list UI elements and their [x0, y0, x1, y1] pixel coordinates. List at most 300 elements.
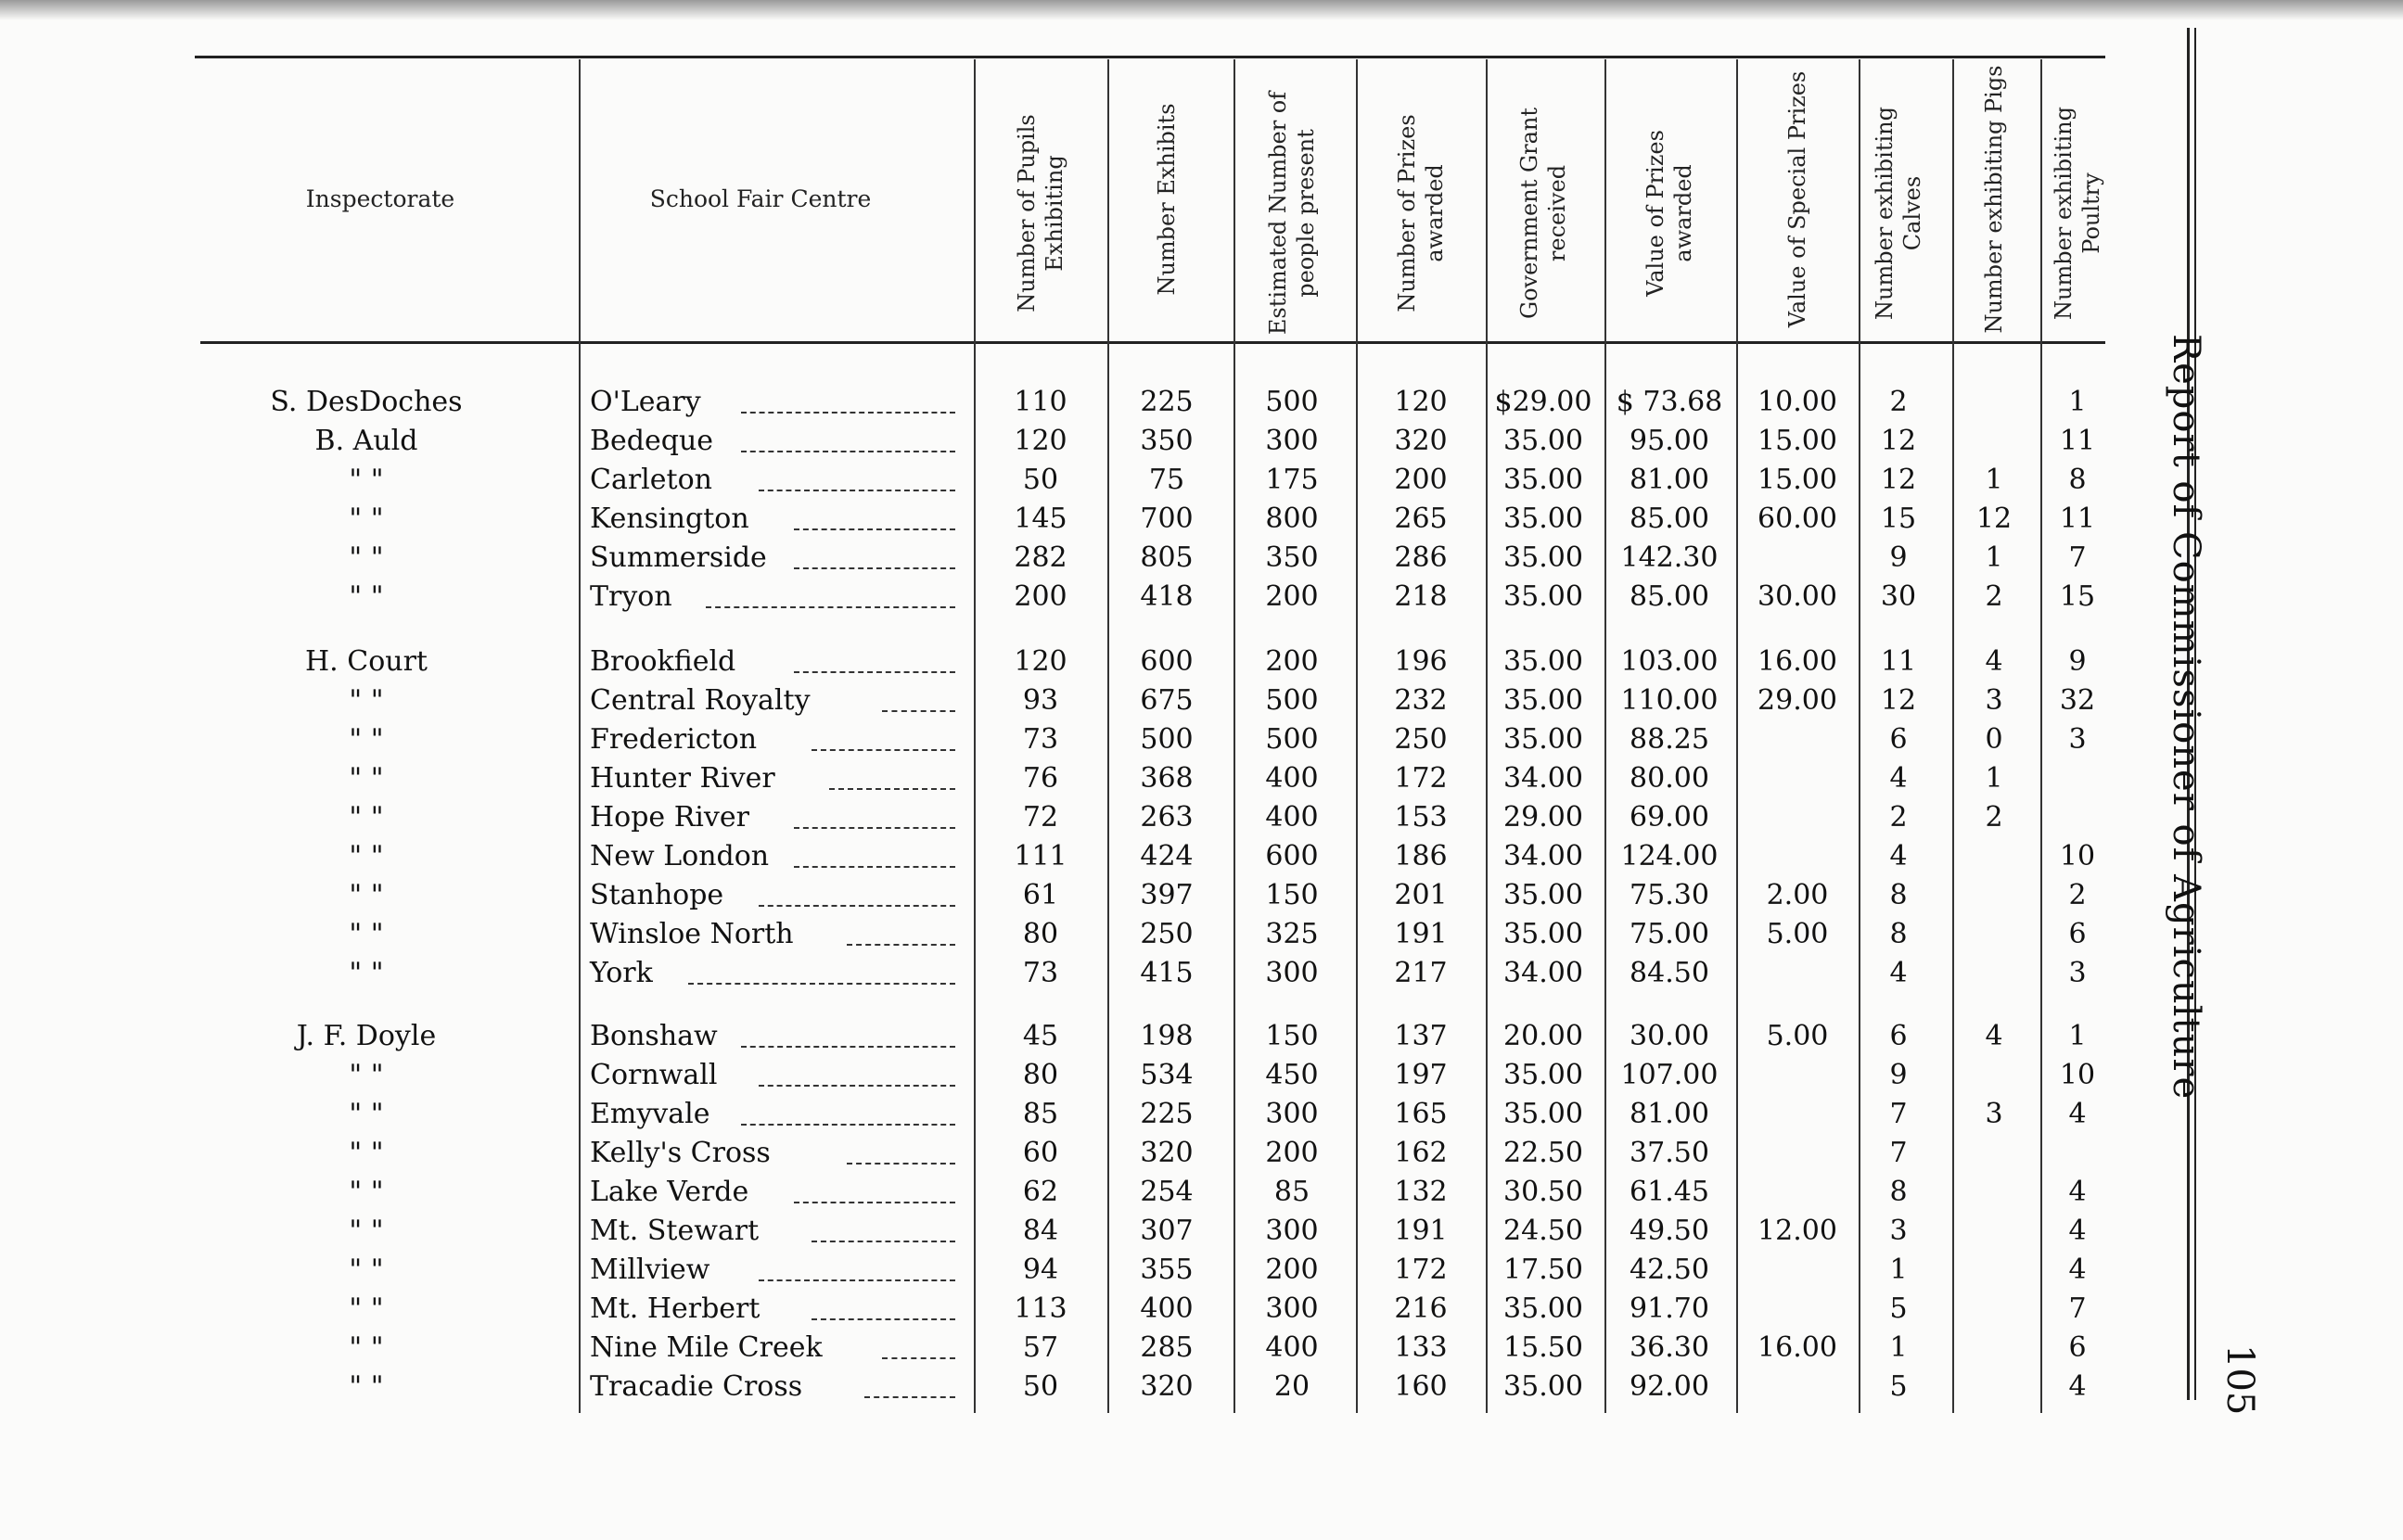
grant-cell: 35.00: [1503, 684, 1583, 717]
pupils-cell: 120: [1014, 645, 1067, 678]
pigs-cell: 3: [1985, 684, 2003, 717]
prize-value-cell: 88.25: [1630, 723, 1709, 756]
leader-dots: [794, 866, 955, 868]
pupils-cell: 57: [1022, 1331, 1059, 1364]
pupils-cell: 73: [1022, 723, 1059, 756]
prizes-cell: 201: [1394, 879, 1448, 911]
school-fair-centre-cell: Tracadie Cross: [590, 1370, 803, 1403]
school-fair-centre-cell: Stanhope: [590, 879, 724, 911]
poultry-cell: 9: [2068, 645, 2087, 678]
pupils-cell: 93: [1022, 684, 1059, 717]
people-cell: 300: [1265, 957, 1319, 989]
poultry-cell: 6: [2068, 918, 2087, 950]
calves-cell: 9: [1889, 1059, 1908, 1091]
prizes-cell: 191: [1394, 1215, 1448, 1247]
people-cell: 500: [1265, 386, 1319, 418]
poultry-cell: 8: [2068, 464, 2087, 496]
leader-dots: [847, 1163, 955, 1165]
calves-cell: 6: [1889, 723, 1908, 756]
prizes-cell: 153: [1394, 801, 1448, 834]
pigs-cell: 2: [1985, 580, 2003, 613]
calves-cell: 4: [1889, 762, 1908, 795]
people-cell: 300: [1265, 425, 1319, 457]
prize-value-cell: $ 73.68: [1616, 386, 1723, 418]
poultry-cell: 4: [2068, 1098, 2087, 1130]
poultry-cell: 4: [2068, 1176, 2087, 1208]
calves-cell: 2: [1889, 386, 1908, 418]
prizes-cell: 137: [1394, 1020, 1448, 1052]
people-cell: 800: [1265, 503, 1319, 535]
exhibits-cell: 415: [1140, 957, 1194, 989]
pupils-cell: 73: [1022, 957, 1059, 989]
special-prizes-cell: 10.00: [1758, 386, 1837, 418]
pupils-cell: 113: [1014, 1292, 1067, 1325]
poultry-cell: [2013, 799, 2142, 836]
people-cell: 175: [1265, 464, 1319, 496]
pupils-cell: 72: [1022, 801, 1059, 834]
exhibits-cell: 397: [1140, 879, 1194, 911]
exhibits-cell: 254: [1140, 1176, 1194, 1208]
column-divider: [579, 59, 581, 1413]
inspectorate-cell: S. DesDoches: [270, 386, 463, 418]
pupils-cell: 110: [1014, 386, 1067, 418]
people-cell: 200: [1265, 1254, 1319, 1286]
pupils-cell: 84: [1022, 1215, 1059, 1247]
calves-cell: 5: [1889, 1292, 1908, 1325]
inspectorate-cell: " ": [349, 1331, 384, 1364]
inspectorate-cell: " ": [349, 464, 384, 496]
people-cell: 150: [1265, 879, 1319, 911]
pigs-cell: 2: [1985, 801, 2003, 834]
prize-value-cell: 81.00: [1630, 1098, 1709, 1130]
poultry-cell: 7: [2068, 541, 2087, 574]
leader-dots: [741, 1124, 955, 1126]
people-cell: 85: [1273, 1176, 1310, 1208]
page-number: 105: [2218, 1344, 2261, 1416]
calves-cell: 3: [1889, 1215, 1908, 1247]
pigs-cell: 1: [1985, 464, 2003, 496]
grant-cell: 35.00: [1503, 1370, 1583, 1403]
leader-dots: [812, 1318, 955, 1320]
prizes-cell: 197: [1394, 1059, 1448, 1091]
prizes-cell: 320: [1394, 425, 1448, 457]
grant-cell: 34.00: [1503, 762, 1583, 795]
exhibits-cell: 368: [1140, 762, 1194, 795]
inspectorate-cell: " ": [349, 503, 384, 535]
pigs-cell: 1: [1985, 762, 2003, 795]
school-fair-centre-cell: Bedeque: [590, 425, 714, 457]
table-top-rule: [195, 56, 2105, 58]
school-fair-centre-cell: Mt. Stewart: [590, 1215, 760, 1247]
prizes-cell: 196: [1394, 645, 1448, 678]
people-cell: 200: [1265, 645, 1319, 678]
prize-value-cell: 42.50: [1630, 1254, 1709, 1286]
school-fair-centre-cell: York: [590, 957, 653, 989]
pupils-cell: 85: [1022, 1098, 1059, 1130]
header-school-fair-centre: School Fair Centre: [649, 185, 872, 212]
pupils-cell: 111: [1014, 840, 1067, 872]
calves-cell: 1: [1889, 1331, 1908, 1364]
leader-dots: [759, 1085, 955, 1087]
exhibits-cell: 350: [1140, 425, 1194, 457]
pupils-cell: 45: [1022, 1020, 1059, 1052]
prizes-cell: 162: [1394, 1137, 1448, 1169]
leader-dots: [794, 671, 955, 673]
calves-cell: 9: [1889, 541, 1908, 574]
grant-cell: 22.50: [1503, 1137, 1583, 1169]
exhibits-cell: 500: [1140, 723, 1194, 756]
pupils-cell: 120: [1014, 425, 1067, 457]
exhibits-cell: 424: [1140, 840, 1194, 872]
pupils-cell: 80: [1022, 1059, 1059, 1091]
leader-dots: [759, 490, 955, 491]
prizes-cell: 286: [1394, 541, 1448, 574]
inspectorate-cell: " ": [349, 840, 384, 872]
school-fair-centre-cell: Cornwall: [590, 1059, 718, 1091]
calves-cell: 2: [1889, 801, 1908, 834]
special-prizes-cell: 15.00: [1758, 464, 1837, 496]
people-cell: 450: [1265, 1059, 1319, 1091]
prize-value-cell: 84.50: [1630, 957, 1709, 989]
calves-cell: 11: [1880, 645, 1917, 678]
pigs-cell: 12: [1975, 503, 2013, 535]
prize-value-cell: 37.50: [1630, 1137, 1709, 1169]
exhibits-cell: 225: [1140, 386, 1194, 418]
poultry-cell: [2013, 760, 2142, 797]
prize-value-cell: 103.00: [1620, 645, 1719, 678]
poultry-cell: 11: [2059, 503, 2096, 535]
inspectorate-cell: " ": [349, 1137, 384, 1169]
grant-cell: 35.00: [1503, 723, 1583, 756]
people-cell: 325: [1265, 918, 1319, 950]
prize-value-cell: 110.00: [1620, 684, 1719, 717]
school-fair-centre-cell: Hope River: [590, 801, 749, 834]
inspectorate-cell: " ": [349, 762, 384, 795]
poultry-cell: 2: [2068, 879, 2087, 911]
inspectorate-cell: " ": [349, 541, 384, 574]
special-prizes-cell: 2.00: [1766, 879, 1829, 911]
inspectorate-cell: " ": [349, 1292, 384, 1325]
prize-value-cell: 91.70: [1630, 1292, 1709, 1325]
poultry-cell: 1: [2068, 1020, 2087, 1052]
prizes-cell: 217: [1394, 957, 1448, 989]
school-fair-centre-cell: Summerside: [590, 541, 767, 574]
special-prizes-cell: 16.00: [1758, 1331, 1837, 1364]
people-cell: 500: [1265, 684, 1319, 717]
grant-cell: 35.00: [1503, 503, 1583, 535]
school-fair-centre-cell: New London: [590, 840, 770, 872]
calves-cell: 5: [1889, 1370, 1908, 1403]
prizes-cell: 160: [1394, 1370, 1448, 1403]
school-fair-centre-cell: Lake Verde: [590, 1176, 749, 1208]
grant-cell: 35.00: [1503, 541, 1583, 574]
exhibits-cell: 355: [1140, 1254, 1194, 1286]
prize-value-cell: 75.00: [1630, 918, 1709, 950]
poultry-cell: 4: [2068, 1254, 2087, 1286]
inspectorate-cell: " ": [349, 1176, 384, 1208]
calves-cell: 8: [1889, 918, 1908, 950]
exhibits-cell: 307: [1140, 1215, 1194, 1247]
prize-value-cell: 85.00: [1630, 580, 1709, 613]
inspectorate-cell: " ": [349, 918, 384, 950]
poultry-cell: 6: [2068, 1331, 2087, 1364]
prize-value-cell: 124.00: [1620, 840, 1719, 872]
exhibits-cell: 700: [1140, 503, 1194, 535]
grant-cell: 34.00: [1503, 840, 1583, 872]
leader-dots: [794, 528, 955, 530]
prizes-cell: 265: [1394, 503, 1448, 535]
header-poultry-text: Number exhibiting Poultry: [2051, 107, 2104, 320]
prize-value-cell: 95.00: [1630, 425, 1709, 457]
people-cell: 500: [1265, 723, 1319, 756]
people-cell: 300: [1265, 1292, 1319, 1325]
poultry-cell: 7: [2068, 1292, 2087, 1325]
leader-dots: [882, 710, 955, 712]
exhibits-cell: 805: [1140, 541, 1194, 574]
prizes-cell: 172: [1394, 1254, 1448, 1286]
inspectorate-cell: " ": [349, 723, 384, 756]
special-prizes-cell: 30.00: [1758, 580, 1837, 613]
header-pigs-text: Number exhibiting Pigs: [1981, 65, 2007, 334]
grant-cell: 35.00: [1503, 645, 1583, 678]
poultry-cell: 1: [2068, 386, 2087, 418]
pigs-cell: 4: [1985, 645, 2003, 678]
school-fair-centre-cell: Millview: [590, 1254, 710, 1286]
grant-cell: 24.50: [1503, 1215, 1583, 1247]
leader-dots: [794, 1202, 955, 1203]
prizes-cell: 120: [1394, 386, 1448, 418]
leader-dots: [759, 905, 955, 907]
leader-dots: [741, 451, 955, 452]
inspectorate-cell: " ": [349, 1098, 384, 1130]
calves-cell: 6: [1889, 1020, 1908, 1052]
prizes-cell: 218: [1394, 580, 1448, 613]
header-people-present-text: Estimated Number of people present: [1265, 91, 1319, 336]
header-special-prizes-text: Value of Special Prizes: [1784, 70, 1810, 328]
grant-cell: 30.50: [1503, 1176, 1583, 1208]
special-prizes-cell: 16.00: [1758, 645, 1837, 678]
exhibits-cell: 285: [1140, 1331, 1194, 1364]
grant-cell: 15.50: [1503, 1331, 1583, 1364]
grant-cell: 29.00: [1503, 801, 1583, 834]
school-fair-centre-cell: O'Leary: [590, 386, 701, 418]
header-pupils-exhibiting-text: Number of Pupils Exhibiting: [1014, 114, 1067, 312]
people-cell: 400: [1265, 801, 1319, 834]
prizes-cell: 232: [1394, 684, 1448, 717]
leader-dots: [741, 1046, 955, 1048]
inspectorate-cell: " ": [349, 1254, 384, 1286]
people-cell: 400: [1265, 762, 1319, 795]
exhibits-cell: 75: [1148, 464, 1185, 496]
leader-dots: [847, 944, 955, 946]
leader-dots: [812, 1241, 955, 1242]
special-prizes-cell: 5.00: [1766, 918, 1829, 950]
school-fair-centre-cell: Emyvale: [590, 1098, 710, 1130]
school-fair-centre-cell: Brookfield: [590, 645, 736, 678]
exhibits-cell: 534: [1140, 1059, 1194, 1091]
exhibits-cell: 320: [1140, 1137, 1194, 1169]
grant-cell: 35.00: [1503, 879, 1583, 911]
exhibits-cell: 418: [1140, 580, 1194, 613]
header-bottom-rule: [200, 341, 2105, 344]
poultry-cell: 4: [2068, 1370, 2087, 1403]
prize-value-cell: 92.00: [1630, 1370, 1709, 1403]
people-cell: 300: [1265, 1098, 1319, 1130]
prizes-cell: 132: [1394, 1176, 1448, 1208]
prizes-cell: 200: [1394, 464, 1448, 496]
exhibits-cell: 600: [1140, 645, 1194, 678]
pigs-cell: 0: [1985, 723, 2003, 756]
prize-value-cell: 81.00: [1630, 464, 1709, 496]
school-fair-centre-cell: Mt. Herbert: [590, 1292, 761, 1325]
pupils-cell: 145: [1014, 503, 1067, 535]
leader-dots: [688, 983, 955, 985]
exhibits-cell: 320: [1140, 1370, 1194, 1403]
inspectorate-cell: B. Auld: [314, 425, 418, 457]
prize-value-cell: 80.00: [1630, 762, 1709, 795]
prize-value-cell: 36.30: [1630, 1331, 1709, 1364]
leader-dots: [794, 567, 955, 569]
leader-dots: [864, 1396, 955, 1398]
school-fair-centre-cell: Kensington: [590, 503, 749, 535]
people-cell: 200: [1265, 580, 1319, 613]
people-cell: 400: [1265, 1331, 1319, 1364]
header-calves-text: Number exhibiting Calves: [1872, 107, 1925, 320]
school-fair-centre-cell: Nine Mile Creek: [590, 1331, 823, 1364]
pupils-cell: 62: [1022, 1176, 1059, 1208]
prize-value-cell: 142.30: [1620, 541, 1719, 574]
inspectorate-cell: " ": [349, 580, 384, 613]
pupils-cell: 50: [1022, 1370, 1059, 1403]
calves-cell: 15: [1880, 503, 1917, 535]
inspectorate-cell: " ": [349, 1059, 384, 1091]
prizes-cell: 165: [1394, 1098, 1448, 1130]
prize-value-cell: 61.45: [1630, 1176, 1709, 1208]
people-cell: 200: [1265, 1137, 1319, 1169]
people-cell: 600: [1265, 840, 1319, 872]
pigs-cell: 4: [1985, 1020, 2003, 1052]
exhibits-cell: 198: [1140, 1020, 1194, 1052]
school-fair-centre-cell: Bonshaw: [590, 1020, 718, 1052]
running-title-text: Report of Commissioner of Agriculture: [2165, 334, 2207, 1101]
grant-cell: 35.00: [1503, 1292, 1583, 1325]
pupils-cell: 76: [1022, 762, 1059, 795]
people-cell: 20: [1273, 1370, 1310, 1403]
prize-value-cell: 85.00: [1630, 503, 1709, 535]
header-government-grant-text: Government Grant received: [1516, 107, 1570, 320]
calves-cell: 30: [1880, 580, 1917, 613]
grant-cell: 35.00: [1503, 580, 1583, 613]
prize-value-cell: 107.00: [1620, 1059, 1719, 1091]
prizes-cell: 172: [1394, 762, 1448, 795]
inspectorate-cell: H. Court: [305, 645, 428, 678]
calves-cell: 8: [1889, 1176, 1908, 1208]
poultry-cell: 15: [2059, 580, 2096, 613]
poultry-cell: 10: [2059, 840, 2096, 872]
grant-cell: 35.00: [1503, 464, 1583, 496]
calves-cell: 12: [1880, 684, 1917, 717]
calves-cell: 4: [1889, 957, 1908, 989]
school-fair-centre-cell: Winsloe North: [590, 918, 794, 950]
exhibits-cell: 675: [1140, 684, 1194, 717]
calves-cell: 12: [1880, 464, 1917, 496]
pupils-cell: 200: [1014, 580, 1067, 613]
grant-cell: 17.50: [1503, 1254, 1583, 1286]
prize-value-cell: 49.50: [1630, 1215, 1709, 1247]
leader-dots: [706, 606, 955, 608]
prize-value-cell: 69.00: [1630, 801, 1709, 834]
inspectorate-cell: " ": [349, 1370, 384, 1403]
grant-cell: 35.00: [1503, 1059, 1583, 1091]
leader-dots: [741, 412, 955, 414]
prizes-cell: 216: [1394, 1292, 1448, 1325]
pupils-cell: 61: [1022, 879, 1059, 911]
poultry-cell: 4: [2068, 1215, 2087, 1247]
prizes-cell: 186: [1394, 840, 1448, 872]
pupils-cell: 50: [1022, 464, 1059, 496]
exhibits-cell: 263: [1140, 801, 1194, 834]
poultry-cell: [2013, 1135, 2142, 1172]
leader-dots: [794, 827, 955, 829]
calves-cell: 8: [1889, 879, 1908, 911]
pupils-cell: 94: [1022, 1254, 1059, 1286]
special-prizes-cell: 15.00: [1758, 425, 1837, 457]
prize-value-cell: 30.00: [1630, 1020, 1709, 1052]
poultry-cell: 3: [2068, 957, 2087, 989]
special-prizes-cell: 29.00: [1758, 684, 1837, 717]
pupils-cell: 282: [1014, 541, 1067, 574]
school-fair-centre-cell: Hunter River: [590, 762, 775, 795]
special-prizes-cell: 60.00: [1758, 503, 1837, 535]
prize-value-cell: 75.30: [1630, 879, 1709, 911]
prizes-cell: 191: [1394, 918, 1448, 950]
inspectorate-cell: " ": [349, 879, 384, 911]
grant-cell: 34.00: [1503, 957, 1583, 989]
calves-cell: 4: [1889, 840, 1908, 872]
grant-cell: 35.00: [1503, 425, 1583, 457]
prizes-cell: 133: [1394, 1331, 1448, 1364]
poultry-cell: 32: [2059, 684, 2096, 717]
people-cell: 150: [1265, 1020, 1319, 1052]
grant-cell: 35.00: [1503, 918, 1583, 950]
grant-cell: $29.00: [1494, 386, 1592, 418]
calves-cell: 7: [1889, 1098, 1908, 1130]
inspectorate-cell: " ": [349, 957, 384, 989]
header-value-prizes-text: Value of Prizes awarded: [1642, 130, 1696, 297]
school-fair-centre-cell: Kelly's Cross: [590, 1137, 771, 1169]
leader-dots: [882, 1357, 955, 1359]
school-fair-centre-cell: Tryon: [590, 580, 672, 613]
exhibits-cell: 225: [1140, 1098, 1194, 1130]
pigs-cell: 1: [1985, 541, 2003, 574]
calves-cell: 12: [1880, 425, 1917, 457]
pupils-cell: 60: [1022, 1137, 1059, 1169]
school-fair-centre-cell: Carleton: [590, 464, 712, 496]
poultry-cell: 11: [2059, 425, 2096, 457]
inspectorate-cell: " ": [349, 801, 384, 834]
exhibits-cell: 400: [1140, 1292, 1194, 1325]
inspectorate-cell: " ": [349, 1215, 384, 1247]
school-fair-centre-cell: Fredericton: [590, 723, 758, 756]
calves-cell: 7: [1889, 1137, 1908, 1169]
people-cell: 350: [1265, 541, 1319, 574]
leader-dots: [812, 749, 955, 751]
school-fair-centre-cell: Central Royalty: [590, 684, 811, 717]
pupils-cell: 80: [1022, 918, 1059, 950]
leader-dots: [829, 788, 955, 790]
header-number-exhibits-text: Number Exhibits: [1154, 103, 1180, 296]
poultry-cell: 3: [2068, 723, 2087, 756]
